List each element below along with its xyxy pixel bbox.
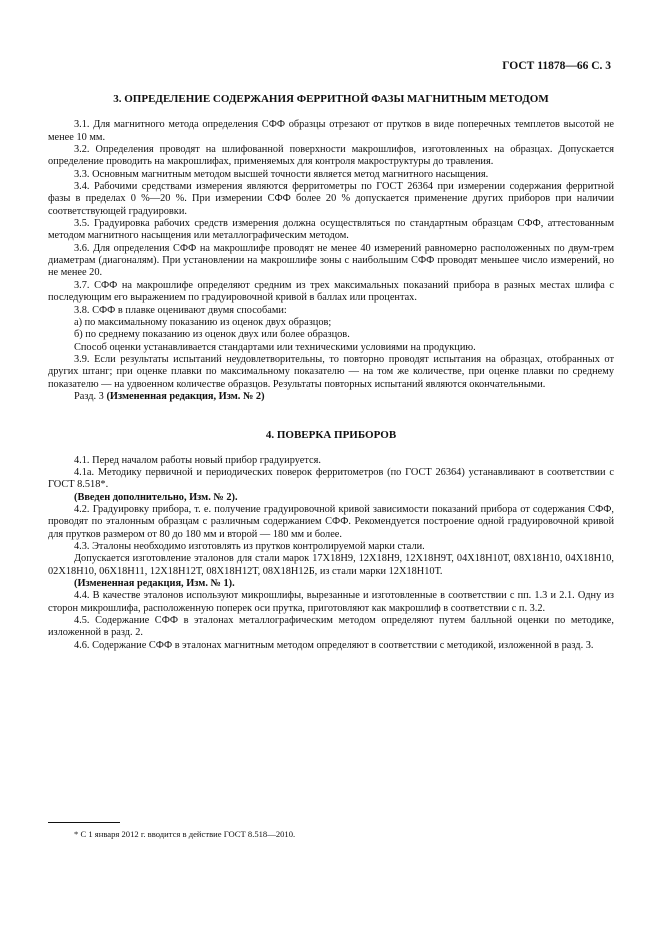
section-3-title: 3. ОПРЕДЕЛЕНИЕ СОДЕРЖАНИЯ ФЕРРИТНОЙ ФАЗЫ МАГНИТНЫМ МЕТОДОМ xyxy=(113,93,549,105)
paragraph-4-3: 4.3. Эталоны необходимо изготовлять из прутков контролируемой марки стали. xyxy=(74,541,425,552)
section-3-note xyxy=(48,391,614,403)
paragraph-3-4: 3.4. Рабочими средствами измерения являются ферритометры по ГОСТ 26364 при измерении содержания ферритной фазы в пределах 0 %—20 %. При измерении СФФ более 20 % допускается применение других приборов при наличии соответствующей градуировки. xyxy=(48,181,614,217)
paragraph-4-1a: 4.1а. Методику первичной и периодических поверок ферритометров (по ГОСТ 26364) устанавливают в соответствии с ГОСТ 8.518*. xyxy=(48,466,614,491)
paragraph-3-5: 3.5. Градуировка рабочих средств измерения должна осуществляться по стандартным образцам СФФ, аттестованным методом магнитного насыщения или металлографическим методом. xyxy=(48,218,614,242)
paragraph-4-5: 4.5. Содержание СФФ в эталонах металлографическим методом определяют путем балльной оценки по методике, изложенной в разд. 2. xyxy=(48,615,614,639)
footnote: * С 1 января 2012 г. вводится в действие ГОСТ 8.518—2010. xyxy=(74,829,296,839)
footnote-separator xyxy=(48,822,120,823)
page-content xyxy=(48,93,614,652)
paragraph-4-3-cont: Допускается изготовление эталонов для стали марок 17Х18Н9, 12Х18Н9, 12Х18Н9Т, 04Х18Н10Т, 08Х18Н10, 04Х18Н10, 02Х18Н10, 06Х18Н11, 12Х18Н12Т, 08Х18Н12Т, 08Х18Н12Б, из стали марки 12Х18Н10Т. xyxy=(48,553,614,577)
paragraph-4-6: 4.6. Содержание СФФ в эталонах магнитным методом определяют в соответствии с методикой, изложенной в разд. 3. xyxy=(74,639,594,651)
paragraph-3-3: 3.3. Основным магнитным методом высшей точности является метод магнитного насыщения. xyxy=(74,168,489,180)
list-item-a: а) по максимальному показанию из оценок двух образцов; xyxy=(74,316,332,328)
paragraph-4-2: 4.2. Градуировку прибора, т. е. получение градуировочной кривой зависимости показаний прибора от содержания СФФ, проводят по эталонным образцам с различным содержанием СФФ. Рекомендуется построение одной градуировочной кривой для прутков размером от 80 до 180 мм и второй — 180 мм и более. xyxy=(48,503,614,540)
paragraph-4-1: 4.1. Перед началом работы новый прибор градуируется. xyxy=(74,454,321,466)
paragraph-3-6: 3.6. Для определения СФФ на макрошлифе проводят не менее 40 измерений равномерно расположенных по двум-трем диаметрам (диагоналям). При установлении на макрошлифе зоны с наибольшим СФФ проводят меньшее число измерений, но не менее 20. xyxy=(48,242,614,279)
paragraph-3-8: 3.8. СФФ в плавке оценивают двумя способами: xyxy=(74,304,287,316)
note-4-1a: (Введен дополнительно, Изм. № 2). xyxy=(74,491,238,503)
paragraph-method: Способ оценки устанавливается стандартами или техническими условиями на продукцию. xyxy=(74,341,476,353)
paragraph-3-2: 3.2. Определения проводят на шлифованной поверхности макрошлифов, изготовленных на образцах. Допускается определение проводить на макрошлифах, применяемых для контроля макроструктуры до травления. xyxy=(48,144,614,168)
note-4-3: (Измененная редакция, Изм. № 1). xyxy=(74,578,235,590)
note-prefix: Разд. 3 xyxy=(74,390,104,402)
page-header: ГОСТ 11878—66 С. 3 xyxy=(502,60,611,72)
note-text: (Измененная редакция, Изм. № 2) xyxy=(106,390,265,402)
list-item-b: б) по среднему показанию из оценок двух или более образцов. xyxy=(74,329,350,341)
paragraph-3-1: 3.1. Для магнитного метода определения СФФ образцы отрезают от прутков в виде поперечных темплетов высотой не менее 10 мм. xyxy=(48,119,614,143)
paragraph-3-9: 3.9. Если результаты испытаний неудовлетворительны, то повторно проводят испытания на образцах, отобранных от других штанг; при оценке плавки по максимальному показателю — на том же количестве, при оценке плавки по среднему показателю — на удвоенном количестве образцов. Результаты повторных испытаний являются окончательными. xyxy=(48,353,614,390)
section-4-title: 4. ПОВЕРКА ПРИБОРОВ xyxy=(265,429,397,442)
paragraph-4-4: 4.4. В качестве эталонов используют микрошлифы, вырезанные и изготовленные в соответствии с пп. 1.3 и 2.1. Одну из сторон микрошлифа, расположенную поперек оси прутка, приготовляют как макрошлиф в соответствии с п. 3.2. xyxy=(48,590,614,614)
paragraph-3-7: 3.7. СФФ на макрошлифе определяют средним из трех максимальных показаний прибора в разных местах шлифа с последующим его выражением по градуировочной кривой в баллах или процентах. xyxy=(48,279,614,304)
